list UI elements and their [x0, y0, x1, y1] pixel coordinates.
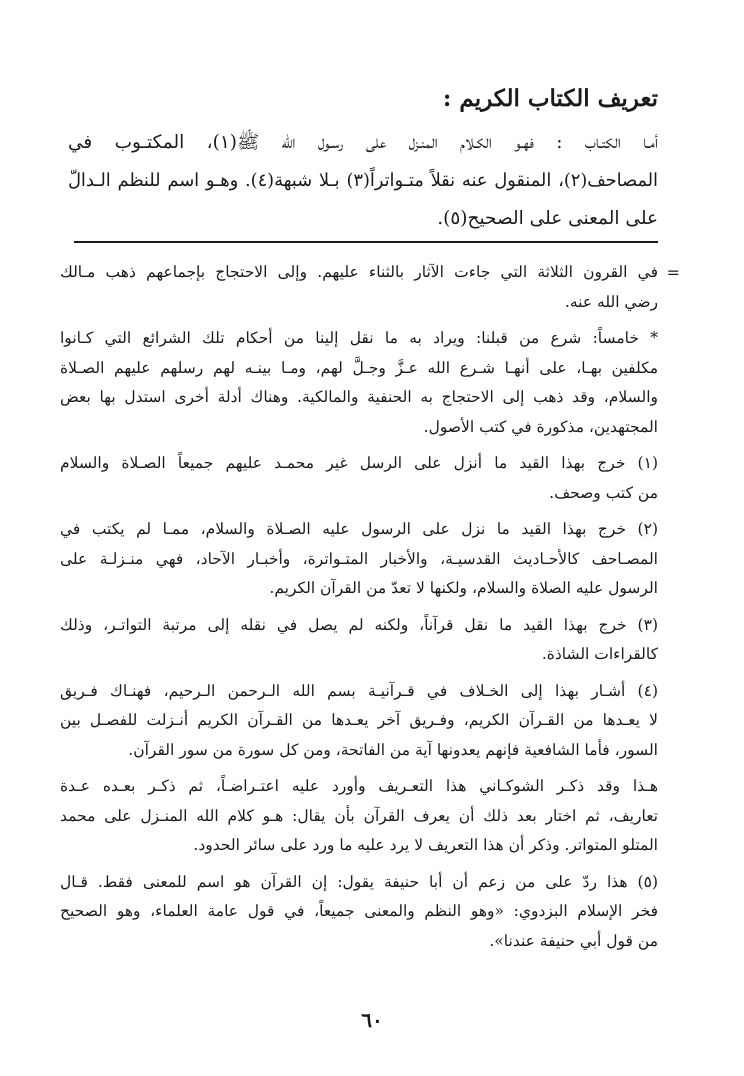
page-number: ٦٠: [361, 1008, 383, 1032]
footnote-line: فخر الإسلام البزدوي: «وهو النظم والمعنى جميعاً، في قول عامة العلماء، وهو الصحيح: [60, 902, 658, 920]
footnote-4-continued: [60, 772, 658, 861]
main-text-block: [68, 84, 658, 238]
section-heading: تعريف الكتاب الكريم :: [442, 85, 658, 112]
footnote-line: والسلام، وقد ذهب إلى الاحتجاج به الحنفية والمالكية. وهناك أدلة أخرى استدل بها بعض: [60, 388, 658, 406]
footnote-line: (٥) هذا ردّ على من زعم أن أبا حنيفة يقول: إن القرآن هو اسم للمعنى فقط. قـال: [60, 872, 658, 891]
footnote-line: تعاريف، ثم اختار بعد ذلك أن يعرف القرآن بأن يقال: هـو كلام الله المنـزل على محمد: [60, 806, 658, 825]
main-line: المصاحف(٢)، المنقول عنه نقلاً متـواتراً(٣) بـلا شبهة(٤). وهـو اسم للنظم الـدالّ: [68, 170, 658, 191]
footnote-line: رضي الله عنه.: [564, 292, 658, 311]
main-line: على المعنى على الصحيح(٥).: [437, 207, 658, 229]
footnote-line: (٤) أشـار بهذا إلى الخـلاف في قـرآنيـة بسم الله الـرحمن الـرحيم، فهنـاك فـريق: [60, 681, 658, 700]
footnote-line: المصـاحف كالأحـاديث القدسيـة، والأخبار المتـواترة، وأخبـار الآحاد، فهي منـزلـة على: [60, 549, 658, 568]
footnote-line: (٣) خرج بهذا القيد ما نقل قرآناً، ولكنه لم يصل في نقله إلى مرتبة التواتـر، وذلك: [60, 615, 658, 634]
footnote-line: * خامساً: شرع من قبلنا: ويراد به ما نقل إلينا من أحكام تلك الشرائع التي كـانوا: [60, 329, 658, 347]
continuation-mark: =: [666, 263, 680, 282]
footnote-2: [60, 515, 658, 604]
footnote-4: [60, 677, 658, 766]
footnote-line: (٢) خرج بهذا القيد ما نزل على الرسول عليه الصـلاة والسلام، ممـا لم يكتب في: [60, 520, 658, 538]
footnote-line: كالقراءات الشاذة.: [541, 645, 658, 663]
footnote-continuation: [60, 258, 680, 317]
footnote-line: في القرون الثلاثة التي جاءت الآثار بالثناء عليهم. وإلى الاحتجاج بإجماعهم ذهب مـالك: [60, 263, 658, 281]
main-line: أمـا الكتـاب : فهـو الكـلام المنـزل على رسـول الله ﷺ(١)، المكتـوب في: [68, 131, 658, 153]
footnote-fifth-source: [60, 324, 658, 442]
footnote-divider: [74, 241, 658, 243]
footnote-line: من قول أبي حنيفة عندنا».: [489, 931, 658, 950]
footnote-line: الرسول عليه الصلاة والسلام، ولكنها لا تعدّ من القرآن الكريم.: [269, 579, 658, 597]
footnote-1: [60, 449, 658, 508]
footnote-line: المتلو المتواتر. وذكر أن هذا التعريف لا يرد عليه ما ورد على سائر الحدود.: [193, 836, 658, 854]
main-paragraph: [68, 124, 658, 238]
footnote-line: مكلفين بهـا، على أنهـا شـرع الله عـزَّ وجـلَّ لهم، ومـا بينـه لهم رسلهم عليهم الصـلاة: [60, 358, 658, 377]
footnote-line: السور، فأما الشافعية فإنهم يعدونها آية من الفاتحة، ومن كل سورة من سور القرآن.: [128, 740, 658, 759]
footnote-line: لا يعـدها من القـرآن الكريم، وفـريق آخر يعـدها من القـرآن الكريم أنـزلت للفصـل بين: [60, 711, 658, 729]
footnote-line: المجتهدين، مذكورة في كتب الأصول.: [423, 417, 658, 436]
footnotes-block: [60, 258, 680, 963]
footnote-3: [60, 611, 658, 670]
footnote-5: [60, 868, 658, 957]
footnote-line: من كتب وصحف.: [549, 483, 658, 502]
footnote-line: (١) خرج بهذا القيد ما أنزل على الرسل غير محمـد عليهم جميعاً الصـلاة والسلام: [60, 454, 658, 472]
footnote-line: هـذا وقد ذكـر الشوكـاني هذا التعـريف وأورد عليه اعتـراضـاً، ثم ذكـر بعـده عـدة: [60, 777, 658, 795]
